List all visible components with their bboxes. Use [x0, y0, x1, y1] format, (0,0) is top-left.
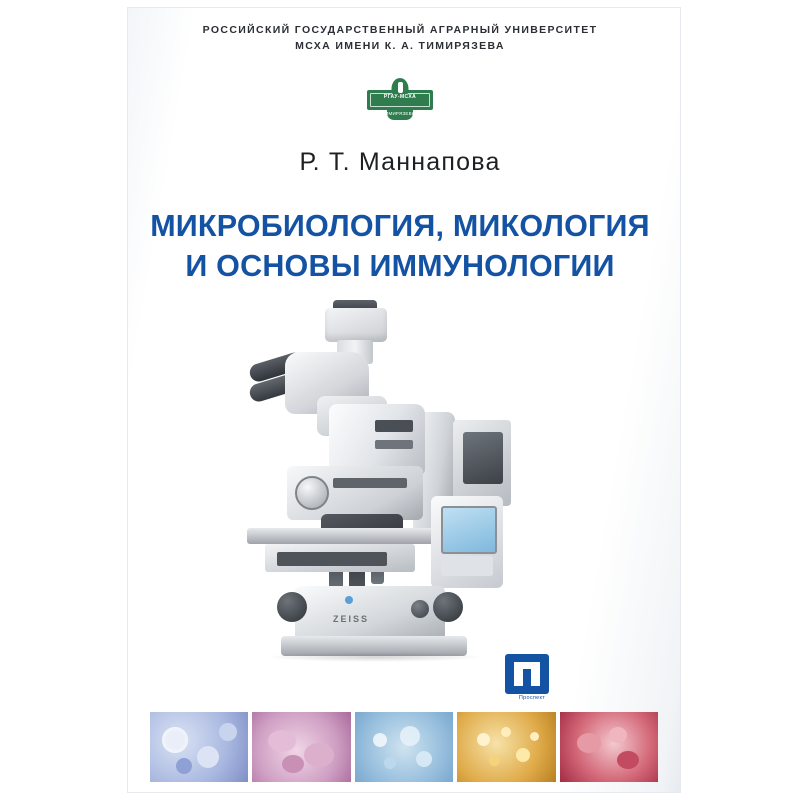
university-name [0, 22, 800, 54]
microscope-lamp-vent [463, 432, 503, 484]
micrograph-purple-tissue [252, 712, 350, 782]
publisher-logo-bar [514, 662, 540, 669]
prospekt-publisher-logo [505, 654, 559, 704]
microscope-camera-body [325, 308, 387, 342]
book-title-line2: И ОСНОВЫ ИММУНОЛОГИИ [185, 249, 615, 283]
micrograph-spores [355, 712, 453, 782]
microscope-stage [247, 528, 437, 544]
microscope-filter-slot [375, 420, 413, 432]
micrograph-strip [150, 712, 658, 782]
micrograph-red-virus [560, 712, 658, 782]
author-name: Р. Т. Маннапова [299, 148, 501, 176]
micrograph-orange-colonies [457, 712, 555, 782]
microscope-panel-buttons [441, 556, 493, 576]
microscope-fine-focus-knob [411, 600, 429, 618]
university-name-line2: МСХА ИМЕНИ К. А. ТИМИРЯЗЕВА [295, 40, 505, 52]
book-title-line1: МИКРОБИОЛОГИЯ, МИКОЛОГИЯ [150, 209, 650, 243]
university-name-line1: РОССИЙСКИЙ ГОСУДАРСТВЕННЫЙ АГРАРНЫЙ УНИВЕРСИТЕТ [202, 24, 598, 36]
microscope-turret-strip [333, 478, 407, 488]
laboratory-microscope-photo [225, 300, 575, 660]
microscope-drop-shadow [265, 652, 485, 662]
micrograph-blue-cells [150, 712, 248, 782]
microscope-display-screen [441, 506, 497, 554]
book-title [100, 206, 700, 286]
microscope-turret-dial [295, 476, 329, 510]
publisher-logo-mark [505, 654, 549, 694]
microscope-focus-knob-right [433, 592, 463, 622]
university-seal-icon [367, 78, 433, 124]
publisher-name: Проспект [518, 695, 546, 701]
seal-ribbon-text: РГАУ-МСХА [383, 94, 417, 100]
microscope-brand-text: ZEISS [332, 614, 369, 624]
microscope-filter-slot-secondary [375, 440, 413, 449]
microscope-power-led [345, 596, 353, 604]
microscope-upper-body [329, 404, 425, 474]
microscope-specimen-holder [277, 552, 387, 566]
microscope-focus-knob-left [277, 592, 307, 622]
seal-base-text: ТИМИРЯЗЕВКА [382, 111, 418, 116]
